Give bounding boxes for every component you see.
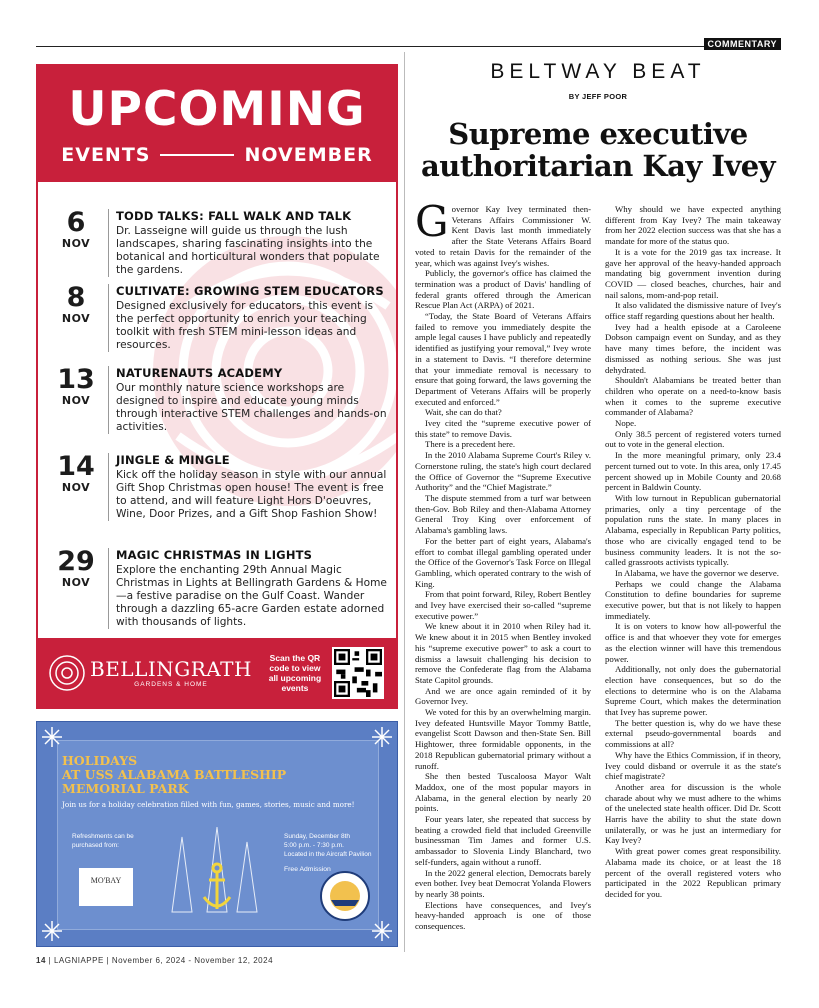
qr-code-icon[interactable] — [332, 647, 384, 699]
holiday-title-line: MEMORIAL PARK — [62, 781, 189, 796]
holiday-location: Located in the Aircraft Pavilion — [284, 851, 372, 858]
headline: Supreme executive authoritarian Kay Ivey — [420, 117, 776, 183]
event-day: 6 — [66, 207, 86, 238]
article-paragraph: Shouldn't Alabamians be treated better than children who operate on a need-to-know basis when it comes to the supreme executive commander of Alabama? — [605, 375, 781, 418]
bellingrath-logo[interactable] — [48, 654, 252, 692]
event-date — [44, 284, 108, 352]
holiday-title-line: HOLIDAYS — [62, 753, 138, 768]
event-month: NOV — [61, 237, 91, 250]
article-paragraph: Nope. — [615, 418, 637, 429]
christmas-trees-icon — [152, 817, 272, 917]
article-paragraph: It is a vote for the 2019 gas tax increase. It gave her approval of the heavy-handed approach mandating big government invention during COVID — closed beaches, churches, hair and nail salons, mom-and-pop retail. — [605, 246, 781, 300]
column-series: BELTWAY BEAT — [490, 60, 706, 83]
event-title: CULTIVATE: GROWING STEM EDUCATORS — [116, 284, 384, 298]
article-paragraph: It also validated the dismissive nature of Ivey's office staff regarding questions about her health. — [605, 300, 781, 322]
article-paragraph: Why have the Ethics Commission, if in theory, Ivey could disband or overrule it as the state's chief magistrate? — [605, 749, 781, 782]
event-description: Designed exclusively for educators, this event is the perfect opportunity to enrich your teaching toolkit with fresh STEM mini-lesson ideas and resources. — [116, 300, 374, 351]
battleship-seal-icon — [319, 870, 371, 922]
top-rule — [36, 46, 780, 47]
holiday-title-line: AT USS ALABAMA BATTLESHIP — [62, 767, 287, 782]
article-paragraph: Wait, she can do that? — [425, 407, 502, 418]
event-item[interactable] — [44, 209, 388, 277]
article-paragraph: We knew about it in 2010 when Riley had it. We knew about it in 2015 when Bentley invoked his “supreme executive power” to ask a court to dismiss a lawsuit challenging his decision to remove the Confederate flag from the Alabama State Capitol grounds. — [415, 621, 591, 685]
event-item[interactable] — [44, 453, 388, 521]
article-paragraph: Governor Kay Ivey terminated then-Veterans Affairs Commissioner W. Kent Davis last month immediately after the State Veterans Affairs Board voted to retain Davis for the remainder of the year, which was against Ivey's wishes. — [415, 204, 591, 268]
event-day: 29 — [57, 546, 95, 577]
event-month: NOV — [61, 312, 91, 325]
snowflake-icon — [371, 920, 393, 942]
article-paragraph: Ivey had a health episode at a Caroleene Dobson campaign event on Sunday, and as they have many times before, the incident was dismissed as nothing serious. She was just dehydrated. — [605, 321, 781, 375]
bellingrath-sponsor-bar[interactable] — [38, 638, 396, 707]
article-paragraph: There is a precedent here. — [425, 439, 516, 450]
article-paragraph: Publicly, the governor's office has claimed the termination was a product of Davis' handling of federal grants offered through the American Rescue Plan Act (ARPA) of 2021. — [415, 268, 591, 311]
event-title: NATURENAUTS ACADEMY — [116, 366, 283, 380]
holiday-title — [62, 754, 362, 796]
qr-note: Scan the QR code to view all upcoming events — [268, 652, 322, 693]
byline: BY JEFF POOR — [568, 92, 628, 101]
article-paragraph: In the more meaningful primary, only 23.4 percent turned out to vote. In this area, only 17.45 percent showed up in Mobile County and 20.68 percent in Baldwin County. — [605, 450, 781, 493]
article-paragraph: And we are once again reminded of it by Governor Ivey. — [415, 685, 591, 707]
rose-logo-icon — [48, 654, 86, 692]
event-description: Our monthly nature science workshops are designed to inspire and educate young minds through interactive STEM challenges and hands-on activities. — [116, 382, 387, 433]
event-day: 13 — [57, 364, 95, 395]
event-item[interactable] — [44, 548, 388, 629]
article-paragraph: It is on voters to know how all-powerful the office is and that whoever they vote for emerges as the election winner will have this tremendous power. — [605, 621, 781, 664]
article-paragraph: From that point forward, Riley, Robert Bentley and Ivey have exercised their so-called “supreme executive power.” — [415, 589, 591, 621]
upcoming-events-ad[interactable] — [36, 64, 398, 709]
article-body — [415, 204, 781, 949]
events-title: UPCOMING — [68, 82, 366, 137]
events-sub-right: NOVEMBER — [244, 144, 373, 166]
article-paragraph: With low turnout in Republican gubernatorial primaries, only a tiny percentage of the population runs the state. In many places in Alabama, especially in Republican Party politics, those who are civically engaged tend to be business community leaders. It is not the so-called grassroots activists typically. — [605, 492, 781, 568]
event-description: Kick off the holiday season in style with our annual Gift Shop Christmas open house! The event is free to attend, and will feature Light Hors D'oeuvres, Wine, Door Prizes, and a Gift Shop Fashion Show! — [116, 469, 387, 520]
column-divider — [404, 52, 405, 952]
article-paragraph: With great power comes great responsibility. Alabama made its choice, or at least the 18 percent of the overall registered voters who participated in the 2022 Republican primary decided for you. — [605, 846, 781, 899]
event-month: NOV — [61, 394, 91, 407]
event-title: TODD TALKS: FALL WALK AND TALK — [116, 209, 352, 223]
snowflake-icon — [41, 920, 63, 942]
article-paragraph: In Alabama, we have the governor we deserve. — [615, 567, 779, 578]
holiday-details — [284, 832, 374, 859]
holiday-refreshments: Refreshments can be purchased from: — [72, 833, 134, 849]
issue-dates: November 6, 2024 - November 12, 2024 — [111, 956, 274, 965]
page-footer: 14 | LAGNIAPPE | November 6, 2024 - November 12, 2024 — [36, 956, 274, 965]
events-header — [38, 66, 396, 182]
event-date — [44, 366, 108, 434]
event-month: NOV — [61, 576, 91, 589]
article-paragraph: Ivey cited the “supreme executive power of this state” to remove Davis. — [415, 418, 591, 439]
event-day: 8 — [66, 282, 86, 313]
bellingrath-sub: GARDENS & HOME — [134, 681, 208, 688]
events-subtitle — [38, 144, 396, 166]
article-paragraph: Elections have consequences, and Ivey's heavy-handed approach is one of those consequences. — [415, 899, 591, 932]
article-paragraph: Four years later, she repeated that success by beating a crowded field that included Greenville businessman Tim James and former U.S. ambassador to Slovenia Lindy Blanchard, two self-funders, again without a runoff. — [415, 814, 591, 867]
event-description: Explore the enchanting 29th Annual Magic Christmas in Lights at Bellingrath Gardens & Home—a festive paradise on the Gulf Coast. Wander through a dazzling 65-acre Garden estate adorned with thousands of lights. — [116, 564, 387, 628]
event-title: MAGIC CHRISTMAS IN LIGHTS — [116, 548, 313, 562]
page-number: 14 — [36, 956, 46, 965]
holiday-admission: Free Admission — [284, 866, 331, 873]
holiday-tagline: Join us for a holiday celebration filled with fun, games, stories, music and more! — [62, 800, 355, 809]
holiday-date: Sunday, December 8th — [284, 833, 350, 840]
event-item[interactable] — [44, 366, 388, 434]
article-paragraph: In the 2022 general election, Democrats barely even bother. Ivey beat Democrat Yolanda Flowers by nearly 38 points. — [415, 867, 591, 899]
event-month: NOV — [61, 481, 91, 494]
event-item[interactable] — [44, 284, 388, 352]
event-date — [44, 453, 108, 521]
article-paragraph: Additionally, not only does the gubernatorial election have consequences, but so do the elections to determine who is on the Alabama Supreme Court, which makes the determination that Ivey has supreme power. — [605, 664, 781, 718]
event-description: Dr. Lasseigne will guide us through the lush landscapes, sharing fascinating insights into the botanical and horticultural wonders that populate the gardens. — [116, 225, 380, 276]
article-paragraph: She then bested Tuscaloosa Mayor Walt Maddox, one of the most popular mayors in Alabama, in the general election by nearly 20 points. — [415, 771, 591, 814]
event-title: JINGLE & MINGLE — [116, 453, 230, 467]
snowflake-icon — [41, 726, 63, 748]
mobay-logo: MO'BAY — [79, 868, 133, 906]
publication-name: LAGNIAPPE — [53, 956, 104, 965]
section-tag: COMMENTARY — [704, 38, 782, 50]
article-paragraph: Only 38.5 percent of registered voters turned out to vote in the general election. — [605, 428, 781, 450]
article-paragraph: The dispute stemmed from a turf war between then-Gov. Bob Riley and then-Alabama Attorney General Troy King over enforcement of Alabama's gambling laws. — [415, 492, 591, 536]
article-paragraph: Perhaps we could change the Alabama Constitution to define boundaries for supreme executive power, but that is not likely to happen immediately. — [605, 578, 781, 621]
event-date — [44, 548, 108, 629]
article-paragraph: Another area for discussion is the whole charade about why we must adhere to the whims of the unelected state health officer. Did Dr. Scott Harris have the ability to shut the state down unilaterally, or was he just an intermediary for Kay Ivey? — [605, 781, 781, 846]
subtitle-rule — [160, 154, 234, 156]
article-paragraph: “Today, the State Board of Veterans Affairs failed to remove you immediately despite the ample legal causes I have publicly and repeatedly identified as justifying your removal,” Ivey wrote in a statement to Davis. “I therefore determine that your immediate removal is necessary to ensure that going forward, the laws governing the Department of Veterans Affairs will be properly executed and enforced.” — [415, 311, 591, 407]
article-paragraph: For the better part of eight years, Alabama's effort to combat illegal gambling operated under the Office of the Governor's Task Force on Illegal Gambling, which operated contrary to the wish of King. — [415, 535, 591, 589]
article-paragraph: The better question is, why do we have these external pseudo-governmental boards and commissions at all? — [605, 717, 781, 750]
article-paragraph: Why should we have expected anything different from Kay Ivey? The main takeaway from her 2022 election success was that she has a mandate for more of the status quo. — [605, 204, 781, 247]
drop-cap: G — [415, 204, 449, 246]
holiday-time: 5:00 p.m. - 7:30 p.m. — [284, 842, 344, 849]
article-paragraph: In the 2010 Alabama Supreme Court's Riley v. Cornerstone ruling, the state's high court declared the Office of Governor the “Supreme Executive Authority” and the “Chief Magistrate.” — [415, 450, 591, 493]
events-sub-left: EVENTS — [61, 144, 151, 166]
event-date — [44, 209, 108, 277]
bellingrath-name: BELLINGRATH — [90, 657, 252, 681]
article-paragraph: We voted for this by an overwhelming margin. Ivey defeated Huntsville Mayor Tommy Battle, evangelist Scott Dawson and then-State Sen. Bill Hightower, three formidable opponents, in the 2018 Republican gubernatorial primary without a runoff. — [415, 707, 591, 771]
event-day: 14 — [57, 451, 95, 482]
snowflake-icon — [371, 726, 393, 748]
